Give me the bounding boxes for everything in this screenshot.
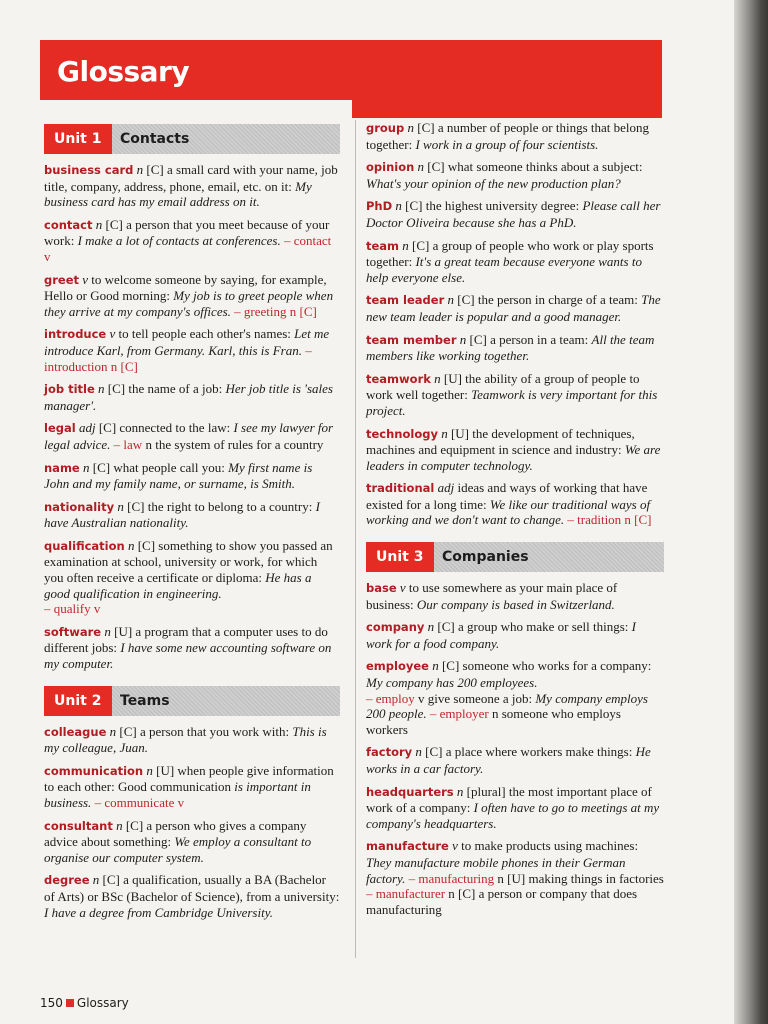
entry-consultant: consultant n [C] a person who gives a company advice about something: We employ a consultant to organise our computer system. [44,817,312,865]
column-divider [355,120,356,958]
footer-label: Glossary [76,996,129,1010]
term: team [366,238,400,253]
entry-software: software n [U] a program that a computer uses to do different jobs: I have some new accounting software on my computer. [44,623,332,672]
term: technology [366,426,438,441]
unit-name: Contacts [112,124,340,154]
term: communication [44,763,144,778]
unit-2-header [44,686,340,716]
term: degree [44,873,90,888]
entry-communication: communication n [U] when people give information to each other: Good communication is important in business. – communicate v [44,762,334,810]
entry-qualification: qualification n [C] something to show you passed an examination at school, university or work, for which you often receive a certificate or diploma: He has a good qualification in engineering. – qualify v [44,537,333,617]
entry-greet: greet v to welcome someone by saying, for example, Hello or Good morning: My job is to greet people when they arrive at my company's offices. – greeting n [C] [44,271,334,319]
entry-team-member: team member n [C] a person in a team: All the team members like working together. [366,331,655,364]
entry-job-title: job title n [C] the name of a job: Her job title is 'sales manager'. [44,381,333,413]
header-banner-extension [352,100,662,118]
page-footer [40,996,129,1010]
entry-colleague: colleague n [C] a person that you work with: This is my colleague, Juan. [44,723,327,756]
term: introduce [44,327,107,342]
term: greet [44,272,79,287]
red-square-icon [66,999,74,1007]
entry-name: name n [C] what people call you: My first name is John and my family name, or surname, is Smith. [44,459,313,492]
entry-group: group n [C] a number of people or things that belong together: I work in a group of four scientists. [366,120,650,152]
entry-factory: factory n [C] a place where workers make things: He works in a car factory. [366,744,651,776]
entry-traditional: traditional adj ideas and ways of working that have existed for a long time: We like our traditional ways of working and we don't want to change. – tradition n [C] [366,480,652,528]
entry-headquarters: headquarters n [plural] the most important place of work of a company: I often have to go to meetings at my company's headquarters. [366,783,660,831]
entry-team-leader: team leader n [C] the person in charge of a team: The new team leader is popular and a good manager. [366,292,661,324]
term: contact [44,217,93,232]
term: manufacture [366,839,449,854]
term: traditional [366,481,435,496]
term: colleague [44,724,107,739]
term: PhD [366,199,393,214]
entry-team: team n [C] a group of people who work or play sports together: It's a great team because everyone wants to help everyone else. [366,237,654,285]
term: nationality [44,499,115,514]
term: factory [366,745,413,760]
unit-name: Companies [434,542,664,572]
entry-company: company n [C] a group who make or sell things: I work for a food company. [366,619,636,651]
entry-nationality: nationality n [C] the right to belong to a country: I have Australian nationality. [44,498,320,531]
entry-business-card: business card n [C] a small card with your name, job title, company, address, phone, email, etc. on it: My business card has my email address on it. [44,162,338,210]
entry-technology: technology n [U] the development of techniques, machines and equipment in science and industry: We are leaders in computer technology. [366,425,661,473]
term: team member [366,332,457,347]
entry-base: base v to use somewhere as your main place of business: Our company is based in Switzerland. [366,580,618,612]
entry-contact: contact n [C] a person that you meet because of your work: I make a lot of contacts at conferences. – contact v [44,216,332,264]
term: headquarters [366,784,454,799]
term: name [44,460,80,475]
term: base [366,581,397,596]
unit-name: Teams [112,686,340,716]
entry-manufacture: manufacture v to make products using machines: They manufacture mobile phones in their German factory. – manufacturing n [U] making things in factories – manufacturer n [C] a person or company that does manufacturing [366,838,664,917]
term: group [366,121,405,135]
term: teamwork [366,371,431,386]
entry-opinion: opinion n [C] what someone thinks about a subject: What's your opinion of the new production plan? [366,159,643,191]
right-column [366,120,664,924]
entry-employee: employee n [C] someone who works for a company: My company has 200 employees. – employ v give someone a job: My company employs 200 people. – employer n someone who employs workers [366,658,652,737]
unit-badge: Unit 1 [44,124,112,154]
term: team leader [366,293,445,308]
term: opinion [366,160,415,175]
entry-introduce: introduce v to tell people each other's names: Let me introduce Karl, from Germany. Karl, this is Fran. – introduction n [C] [44,326,330,374]
term: qualification [44,538,125,553]
unit-badge: Unit 3 [366,542,434,572]
entry-legal: legal adj [C] connected to the law: I see my lawyer for legal advice. – law n the system of rules for a country [44,420,334,452]
entry-phd: PhD n [C] the highest university degree: Please call her Doctor Oliveira because she has a PhD. [366,198,661,230]
term: consultant [44,818,113,833]
entry-degree: degree n [C] a qualification, usually a BA (Bachelor of Arts) or BSc (Bachelor of Science), from a university: I have a degree from Cambridge University. [44,872,340,920]
book-spine-shadow [734,0,768,1024]
page-title: Glossary [57,55,190,88]
term: employee [366,659,429,674]
unit-1-header [44,124,340,154]
term: software [44,624,102,639]
term: job title [44,382,95,397]
term: business card [44,163,134,177]
term: legal [44,421,76,436]
entry-teamwork: teamwork n [U] the ability of a group of people to work well together: Teamwork is very important for this project. [366,370,658,418]
unit-3-header [366,542,664,572]
left-column [44,124,340,927]
page-number: 150 [40,996,63,1010]
unit-badge: Unit 2 [44,686,112,716]
term: company [366,620,425,635]
